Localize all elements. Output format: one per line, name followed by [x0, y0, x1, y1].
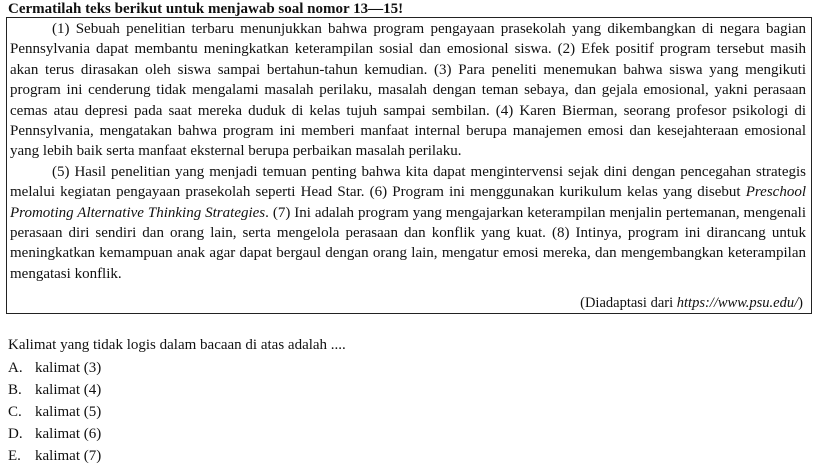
option-text: kalimat (4)	[35, 382, 102, 398]
passage-box	[6, 17, 812, 314]
option-letter: D.	[8, 426, 23, 442]
option-letter: A.	[8, 360, 23, 376]
option-letter: B.	[8, 382, 22, 398]
option-b[interactable]	[8, 379, 101, 401]
option-d[interactable]	[8, 423, 101, 445]
paragraph-1: (1) Sebuah penelitian terbaru menunjukkan bahwa program pengayaan prasekolah yang dikembangkan di negara bagian Pennsylvania dapat membantu meningkatkan keterampilan sosial dan emosional siswa. (2) Efek positif program tersebut masih akan terus dirasakan oleh siswa sampai bertahun-tahun kemudian. (3) Para peneliti menemukan bahwa siswa yang mengikuti program ini cenderung tidak mengalami masalah perilaku, masalah dengan teman sebaya, dan gejala emosional, yakni perasaan cemas atau depresi pada saat mereka duduk di kelas tujuh sampai sembilan. (4) Karen Bierman, seorang profesor psikologi di Pennsylvania, mengatakan bahwa program ini memberi manfaat internal berupa manajemen emosi dan kesejahteraan emosional yang lebih baik serta manfaat eksternal berupa perbaikan masalah perilaku.	[10, 21, 806, 160]
option-text: kalimat (5)	[35, 404, 102, 420]
option-text: kalimat (7)	[35, 448, 102, 464]
instruction-heading: Cermatilah teks berikut untuk menjawab soal nomor 13—15!	[8, 1, 404, 17]
source-citation	[580, 294, 803, 312]
source-prefix: (Diadaptasi dari	[580, 295, 677, 311]
question-text: Kalimat yang tidak logis dalam bacaan di atas adalah ....	[8, 337, 346, 353]
option-letter: C.	[8, 404, 22, 420]
paragraph-2	[10, 162, 806, 284]
curriculum-title: Preschool Promoting Alternative Thinking Strategies	[10, 184, 806, 221]
answer-options	[8, 357, 101, 467]
option-c[interactable]	[8, 401, 101, 423]
option-text: kalimat (3)	[35, 360, 102, 376]
source-url: https://www.psu.edu/	[676, 295, 799, 311]
option-a[interactable]	[8, 357, 101, 379]
paragraph-2-text-start: (5) Hasil penelitian yang menjadi temuan penting bahwa kita dapat mengintervensi sejak dini dengan pencegahan strategis melalui kegiatan pengayaan prasekolah seperti Head Star. (6) Program ini menggunakan kurikulum kelas yang disebut	[10, 163, 806, 201]
paragraph-2-text-end: . (7) Ini adalah program yang mengajarkan keterampilan menjalin pertemanan, mengenali perasaan diri sendiri dan orang lain, serta mengelola perasaan dan konflik yang kuat. (8) Intinya, program ini dirancang untuk meningkatkan kemampuan anak agar dapat bergaul dengan orang lain, mengatur emosi mereka, dan mengembangkan keterampilan mengatasi konflik.	[10, 204, 806, 282]
source-suffix: )	[798, 295, 803, 311]
option-letter: E.	[8, 448, 21, 464]
option-text: kalimat (6)	[35, 426, 102, 442]
